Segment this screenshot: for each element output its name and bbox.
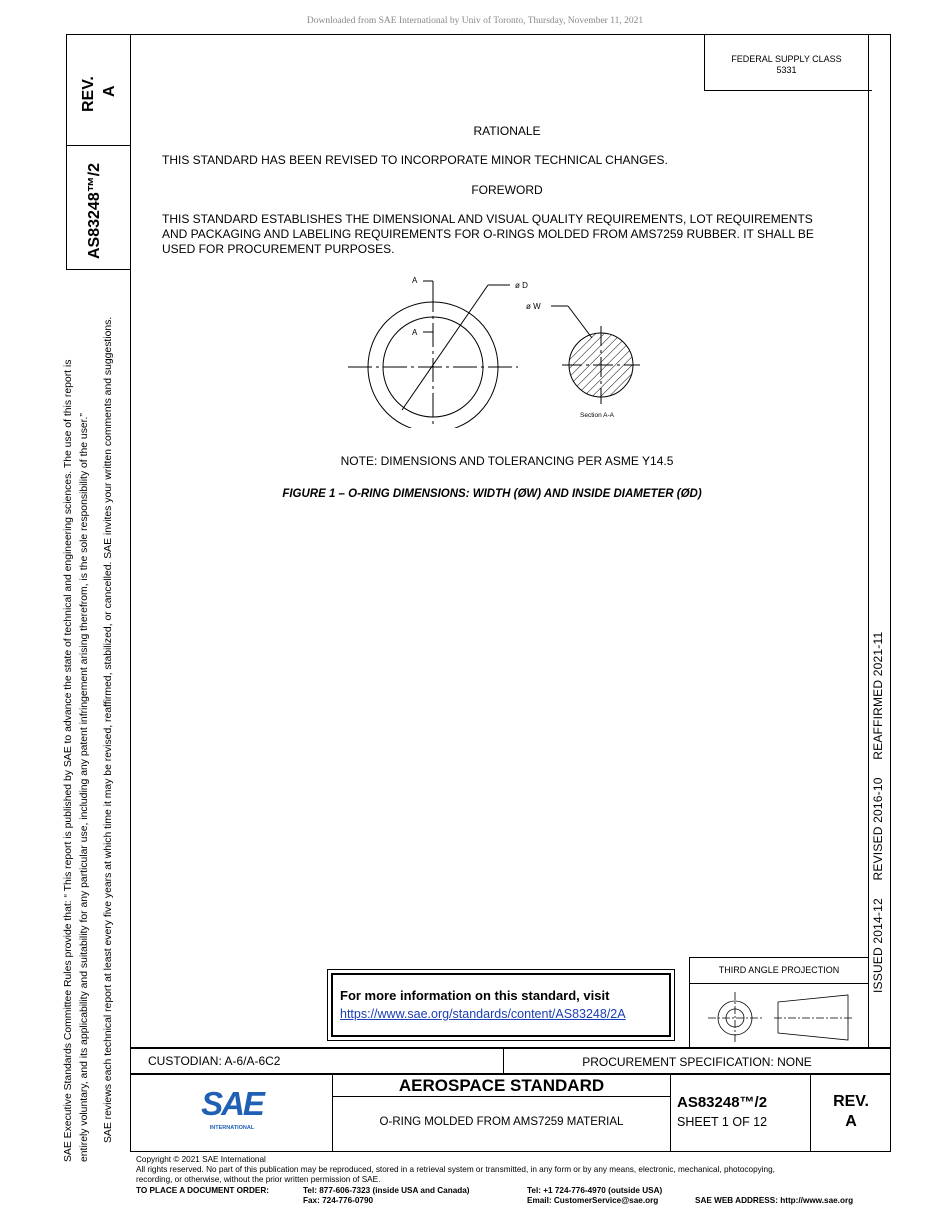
rationale-text: THIS STANDARD HAS BEEN REVISED TO INCORPORATE MINOR TECHNICAL CHANGES. [162,153,668,167]
diameter-leader [402,285,488,410]
sae-logo: SAE [201,1085,263,1122]
info-box-frame [327,969,675,1041]
o-ring-figure [330,268,660,428]
supply-class-label: FEDERAL SUPPLY CLASS [731,54,842,64]
third-angle-projection-icon [690,984,868,1047]
sidebar-rev-value: A [101,85,118,97]
frame-line [66,34,67,270]
frame-line [333,1096,670,1097]
tel-outside: Tel: +1 724-776-4970 (outside USA) [527,1186,663,1195]
rights-line1: All rights reserved. No part of this publication may be reproduced, stored in a retrieval system or transmitted, in any form or by any means, electronic, mechanical, photocopying, [136,1165,775,1174]
info-box-heading: For more information on this standard, visit [340,988,610,1003]
rules-text-line3: SAE reviews each technical report at least every five years at which time it may be revised, reaffirmed, stabilized, or cancelled. SAE invites your written comments and suggestions. [103,316,114,1143]
dimension-note: NOTE: DIMENSIONS AND TOLERANCING PER ASME Y14.5 [340,454,674,468]
frame-line [130,1047,891,1049]
web-address[interactable]: SAE WEB ADDRESS: http://www.sae.org [695,1196,854,1205]
frame-line [890,34,891,1152]
foreword-heading: FOREWORD [471,183,543,197]
copyright: Copyright © 2021 SAE International [136,1155,266,1164]
projection-label: THIRD ANGLE PROJECTION [718,965,840,975]
frame-line [130,1073,891,1075]
fax: Fax: 724-776-0790 [303,1196,374,1205]
frame-line [704,90,872,91]
sidebar-doc-number: AS83248™/2 [86,162,103,259]
standard-description: O-RING MOLDED FROM AMS7259 MATERIAL [379,1116,624,1128]
width-label: ø W [526,302,541,311]
frame-line [689,957,869,958]
tel-usa: Tel: 877-606-7323 (inside USA and Canada) [303,1186,470,1195]
procurement-spec: PROCUREMENT SPECIFICATION: NONE [582,1055,812,1069]
foreword-line3: USED FOR PROCUREMENT PURPOSES. [162,242,395,256]
foreword-line2: AND PACKAGING AND LABELING REQUIREMENTS FOR O-RINGS MOLDED FROM AMS7259 RUBBER. IT SHALL BE [162,227,814,241]
frame-line [66,34,891,35]
section-a-mid-label: A [412,328,418,337]
title-rev-value: A [845,1113,857,1130]
width-leader [568,306,592,338]
sae-logo-sub: INTERNATIONAL [209,1125,255,1131]
frame-line [66,145,130,146]
rules-text-line2: entirely voluntary, and its applicability and suitability for any particular use, including any patent infringement arising therefrom, is the sole responsibility of the user.” [79,413,90,1162]
supply-class-value: 5331 [776,65,797,75]
sidebar-rev-label: REV. [80,76,97,112]
title-rev-label: REV. [833,1093,869,1110]
rationale-heading: RATIONALE [473,124,541,138]
section-label: Section A-A [580,412,614,419]
standard-type: AEROSPACE STANDARD [398,1076,605,1095]
download-note: Downloaded from SAE International by Univ of Toronto, Thursday, November 11, 2021 [306,16,644,26]
section-a-top-label: A [412,276,418,285]
rights-line2: recording, or otherwise, without the prior written permission of SAE. [136,1175,381,1184]
custodian: CUSTODIAN: A-6/A-6C2 [148,1054,281,1068]
frame-line [130,34,131,1152]
email[interactable]: Email: CustomerService@sae.org [527,1196,659,1205]
order-label: TO PLACE A DOCUMENT ORDER: [136,1186,269,1195]
foreword-line1: THIS STANDARD ESTABLISHES THE DIMENSIONAL AND VISUAL QUALITY REQUIREMENTS, LOT REQUIREMENTS [162,212,813,226]
title-doc-number: AS83248™/2 [677,1094,768,1111]
issue-history: ISSUED 2014-12 REVISED 2016-10 REAFFIRMED 2021-11 [871,631,885,993]
rules-text-line1: SAE Executive Standards Committee Rules provide that: “ This report is published by SAE to advance the state of technical and engineering sciences. The use of this report is [63,359,74,1162]
frame-line [66,269,130,270]
diameter-label: ø D [515,281,528,290]
frame-line [670,1074,671,1152]
figure-title: FIGURE 1 – O-RING DIMENSIONS: WIDTH (ØW) AND INSIDE DIAMETER (ØD) [282,488,702,500]
sheet-number: SHEET 1 OF 12 [677,1115,768,1129]
frame-line [130,1151,891,1152]
standard-link[interactable]: https://www.sae.org/standards/content/AS83248/2A [340,1007,626,1021]
